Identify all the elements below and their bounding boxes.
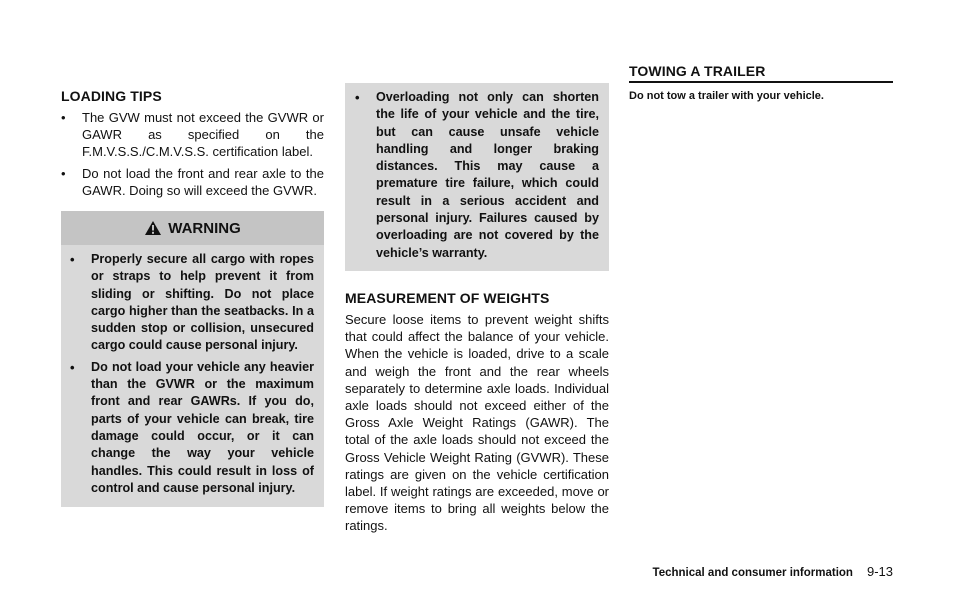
warning-box [61, 211, 324, 507]
list-item: • Do not load the front and rear axle to the GAWR. Doing so will exceed the GVWR. [61, 165, 324, 199]
warning-item: • Overloading not only can shorten the life of your vehicle and the tire, but can cause unsafe vehicle handling and longer braking distances. This may cause a premature tire failure, which could result in a serious accident and personal injury. Failures caused by overloading are not covered by the vehicle’s warranty. [355, 89, 599, 262]
warning-header [61, 211, 324, 245]
page-number: 9-13 [866, 564, 893, 579]
loading-tips-heading: LOADING TIPS [61, 88, 162, 104]
warning-item: • Properly secure all cargo with ropes or straps to help prevent it from sliding or shifting. Do not place cargo higher than the seatbacks. In a sudden stop or collision, unsecured cargo could cause personal injury. [70, 251, 314, 355]
loading-tips-list [61, 109, 324, 199]
warning-body [61, 245, 324, 507]
warning-item: • Do not load your vehicle any heavier than the GVWR or the maximum front and rear GAWRs. If you do, parts of your vehicle can break, tire damage could occur, or it can change the way your vehicle handles. This could result in loss of control and cause personal injury. [70, 359, 314, 497]
warning-triangle-icon [144, 220, 162, 236]
footer-title: Technical and consumer information [652, 567, 853, 579]
warning-continued-box [345, 83, 609, 271]
towing-heading: TOWING A TRAILER [629, 63, 893, 83]
measurement-body: Secure loose items to prevent weight shifts that could affect the balance of your vehicle. When the vehicle is loaded, drive to a scale and weigh the front and the rear wheels separately to determine axle loads. Individual axle loads should not exceed either of the Gross Axle Weight Ratings (GAWR). The total of the axle loads should not exceed the Gross Vehicle Weight Rating (GVWR). These ratings are given on the vehicle certification label. If weight ratings are exceeded, move or remove items to bring all weights below the ratings. [345, 311, 609, 534]
measurement-heading: MEASUREMENT OF WEIGHTS [345, 289, 550, 306]
column-right [629, 63, 893, 102]
column-middle [345, 83, 609, 535]
warning-title: WARNING [168, 219, 241, 237]
column-left [61, 88, 324, 507]
list-item: • The GVW must not exceed the GVWR or GAWR as specified on the F.M.V.S.S./C.M.V.S.S. certification label. [61, 109, 324, 160]
towing-body: Do not tow a trailer with your vehicle. [629, 90, 824, 102]
page-footer [653, 564, 893, 579]
